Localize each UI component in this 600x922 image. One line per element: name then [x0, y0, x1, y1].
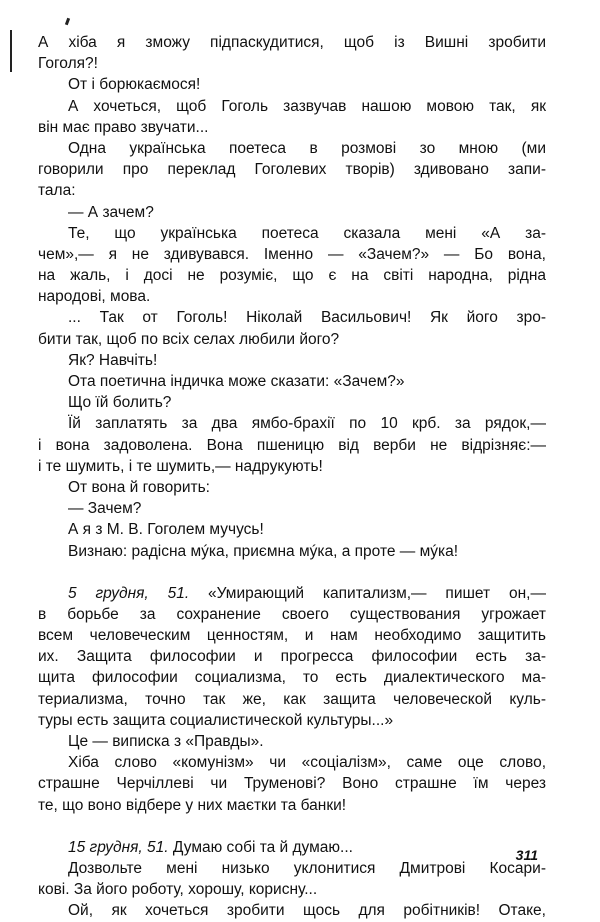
text-segment: Думаю собі та й думаю...	[172, 838, 353, 856]
text-line: — А зачем?	[68, 203, 154, 221]
text-line: Одна українська поетеса в розмові зо мною (ми	[68, 139, 546, 157]
text-line: Визнаю: радісна мýка, приємна мýка, а проте — мýка!	[68, 542, 459, 560]
text-line: Те, що українська поетеса сказала мені «А за-	[68, 224, 546, 242]
text-line: Їй заплатять за два ямбо-брахії по 10 крб. за рядок,—	[68, 415, 546, 433]
text-line: Це — виписка з «Правды».	[68, 733, 264, 750]
text-line: туры есть защита социалистической культуры...»	[38, 711, 394, 729]
diary-entry-first-line	[38, 837, 546, 858]
text-line: на жаль, і досі не розуміє, що є на світі народна, рідна	[38, 267, 546, 285]
text-line: говорили про переклад Гоголевих творів) здивовано запи-	[38, 161, 546, 179]
diary-entry-first-line	[38, 583, 546, 604]
text-line: він має право звучати...	[38, 118, 209, 136]
text-line: народові, мова.	[38, 288, 151, 306]
margin-scan-mark	[10, 30, 12, 72]
text-line: Гоголя?!	[38, 55, 98, 73]
page-text	[38, 32, 546, 922]
text-line: і те шумить, і те шумить,— надрукують!	[38, 457, 323, 475]
text-line: бити так, щоб по всіх селах любили його?	[38, 330, 340, 348]
text-line: в борьбе за сохранение своего существования угрожает	[38, 605, 546, 623]
entry-gap	[38, 816, 546, 837]
text-line: і вона задоволена. Вона пшеницю від верби не відрізняє:—	[38, 436, 546, 454]
text-line: чем»,— я не здивувався. Іменно — «Зачем?» — Бо вона,	[38, 245, 546, 263]
text-line: А хочеться, щоб Гоголь зазвучав нашою мовою так, як	[68, 97, 546, 115]
text-line: От і борюкаємося!	[68, 76, 201, 94]
text-line: Хіба слово «комунізм» чи «соціалізм», саме оце слово,	[68, 754, 546, 772]
text-line: От вона й говорить:	[68, 478, 210, 496]
text-line: А хіба я зможу підпаскудитися, щоб із Вишні зробити	[38, 34, 546, 51]
text-line: Ой, як хочеться зробити щось для робітників! Отаке,	[68, 902, 546, 920]
text-line: териализма, точно так же, как защита человеческой куль-	[38, 690, 546, 708]
text-line: щита философии социализма, то есть диалектического ма-	[38, 669, 546, 687]
text-line: страшне Черчіллеві чи Труменові? Воно страшне їм через	[38, 775, 546, 793]
text-line: ... Так от Гоголь! Ніколай Васильович! Як його зро-	[68, 309, 546, 327]
entry-gap	[38, 562, 546, 583]
text-line: Дозвольте мені низько уклонитися Дмитрові Косари-	[68, 859, 546, 877]
entry-date: 5 грудня, 51.	[68, 584, 190, 602]
text-line: те, що воно відбере у них маєтки та банки!	[38, 796, 347, 814]
text-line: кові. За його роботу, хорошу, корисну...	[38, 881, 318, 899]
entry-date: 15 грудня, 51.	[68, 838, 169, 856]
text-line: тала:	[38, 182, 76, 200]
text-line: А я з М. В. Гоголем мучусь!	[68, 521, 264, 539]
text-line: всем человеческим ценностям, и нам необходимо защитить	[38, 627, 546, 645]
text-segment: «Умирающий капитализм,— пишет он,—	[208, 584, 546, 602]
text-line: Що їй болить?	[68, 394, 172, 412]
text-line: их. Защита философии и прогресса философии есть за-	[38, 648, 546, 666]
text-line: — Зачем?	[68, 500, 142, 518]
text-line: Ота поетична індичка може сказати: «Зачем?»	[68, 373, 405, 390]
page-number: 311	[515, 847, 538, 863]
corner-scan-mark	[65, 18, 70, 26]
text-line: Як? Навчіть!	[68, 351, 158, 369]
